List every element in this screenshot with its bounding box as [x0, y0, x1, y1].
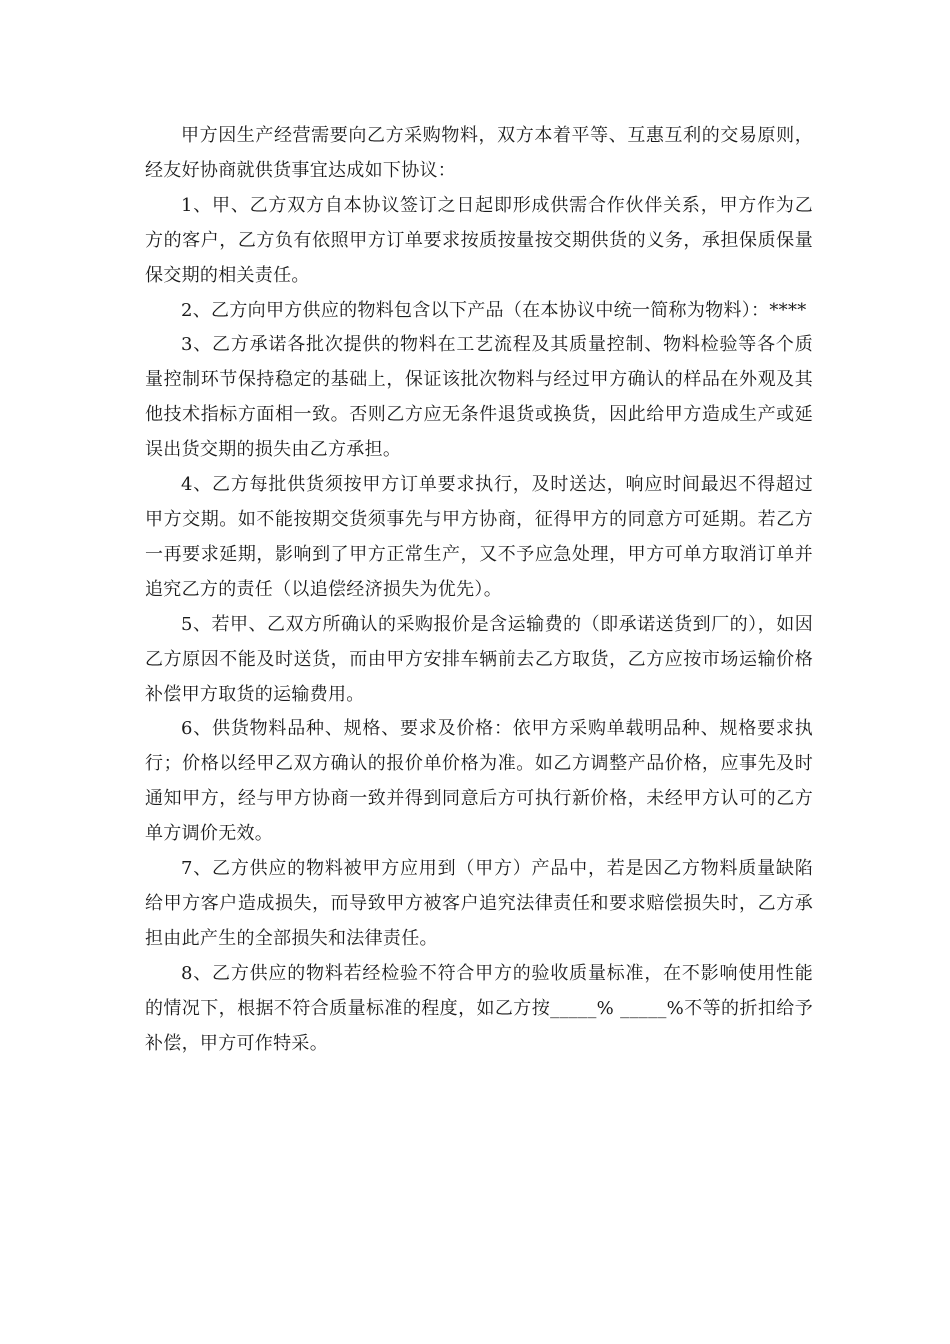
clause-3: 3、乙方承诺各批次提供的物料在工艺流程及其质量控制、物料检验等各个质量控制环节保持稳定的基础上，保证该批次物料与经过甲方确认的样品在外观及其他技术指标方面相一致。否则乙方应无条件退货或换货，因此给甲方造成生产或延误出货交期的损失由乙方承担。 [145, 334, 813, 461]
clause-4: 4、乙方每批供货须按甲方订单要求执行，及时送达，响应时间最迟不得超过甲方交期。如不能按期交货须事先与甲方协商，征得甲方的同意方可延期。若乙方一再要求延期，影响到了甲方正常生产，又不予应急处理，甲方可单方取消订单并追究乙方的责任（以追偿经济损失为优先）。 [145, 474, 813, 600]
clause-1: 1、甲、乙方双方自本协议签订之日起即形成供需合作伙伴关系，甲方作为乙方的客户，乙方负有依照甲方订单要求按质按量按交期供货的义务，承担保质保量保交期的相关责任。 [145, 194, 813, 286]
clause-8: 8、乙方供应的物料若经检验不符合甲方的验收质量标准，在不影响使用性能的情况下，根据不符合质量标准的程度，如乙方按_____% _____%不等的折扣给予补偿，甲方可作特采。 [145, 962, 813, 1054]
clause-5: 5、若甲、乙双方所确认的采购报价是含运输费的（即承诺送货到厂的），如因乙方原因不能及时送货，而由甲方安排车辆前去乙方取货，乙方应按市场运输价格补偿甲方取货的运输费用。 [145, 613, 813, 705]
clause-7: 7、乙方供应的物料被甲方应用到（甲方）产品中，若是因乙方物料质量缺陷给甲方客户造成损失，而导致甲方被客户追究法律责任和要求赔偿损失时，乙方承担由此产生的全部损失和法律责任。 [145, 858, 813, 949]
clause-6: 6、供货物料品种、规格、要求及价格：依甲方采购单载明品种、规格要求执行；价格以经甲乙双方确认的报价单价格为准。如乙方调整产品价格，应事先及时通知甲方，经与甲方协商一致并得到同意后方可执行新价格，未经甲方认可的乙方单方调价无效。 [145, 718, 813, 845]
paragraph-intro: 甲方因生产经营需要向乙方采购物料，双方本着平等、互惠互利的交易原则，经友好协商就供货事宜达成如下协议： [145, 125, 813, 181]
document-page [145, 119, 813, 1061]
clause-2: 2、乙方向甲方供应的物料包含以下产品（在本协议中统一简称为物料）：**** [181, 299, 807, 321]
